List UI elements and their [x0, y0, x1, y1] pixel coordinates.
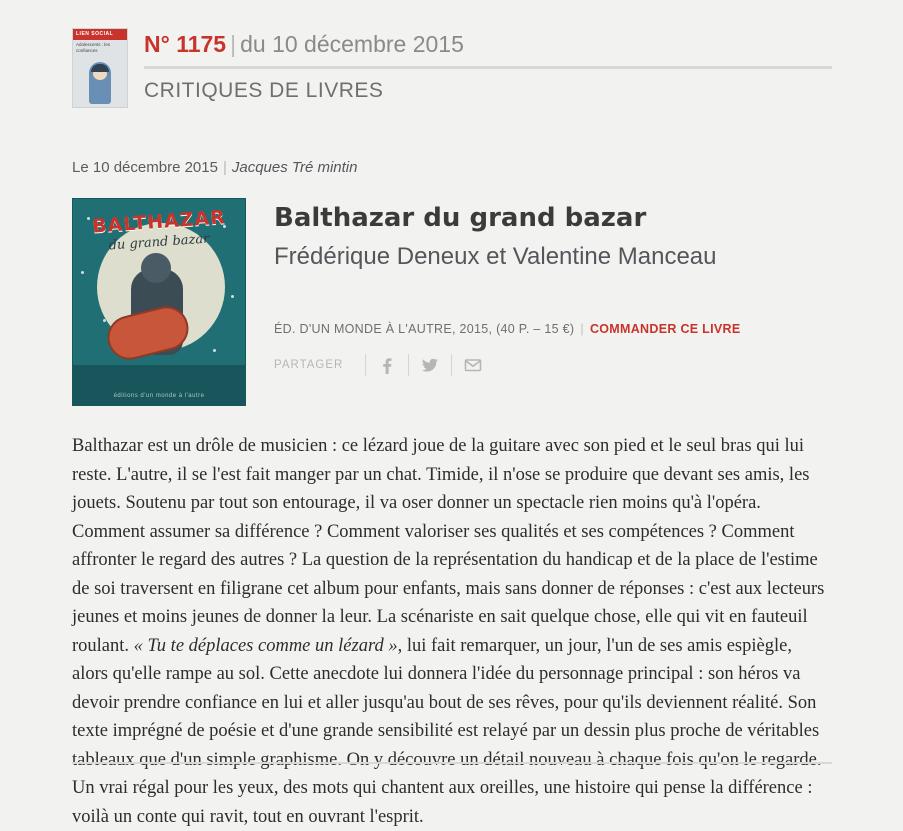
cover-title-text: BALTHAZAR — [91, 206, 227, 238]
article-content — [72, 28, 832, 831]
book-title: Balthazar du grand bazar — [274, 203, 647, 233]
order-book-link[interactable]: COMMANDER CE LIVRE — [589, 322, 741, 336]
book-authors: Frédérique Deneux et Valentine Manceau — [274, 243, 717, 270]
facebook-icon[interactable] — [376, 354, 398, 376]
issue-header — [72, 28, 832, 123]
header-divider — [144, 66, 832, 69]
section-title: CRITIQUES DE LIVRES — [144, 79, 384, 102]
book-meta-separator: | — [580, 322, 584, 336]
review-paragraph-start: Balthazar est un drôle de musicien : ce lézard joue de la guitare avec son pied et le seul bras qui lui reste. L'autre, il se l'est fait manger par un chat. Timide, il n'ose se produire que devant ses amis, les jouets. Soutenu par tout son entourage, il va oser donner un spectacle rien moins qu'à l'opéra. Comment assumer sa différence ? Comment valoriser ses qualités et ses compétences ? Comment affronter le regard des autres ? La question de la représentation du handicap et de la place de l'estime de soi traversent en filigrane cet album pour enfants, mais sans donner de réponses : c'est aux lecteurs jeunes et moins jeunes de donner la leur. La scénariste en sait quelque chose, elle qui vit en fauteuil roulant. — [72, 436, 825, 656]
byline-separator: | — [222, 159, 227, 176]
share-label: PARTAGER — [274, 359, 344, 371]
thumbnail-caption: Adolescents : les confiances — [76, 42, 111, 53]
share-divider-3 — [451, 354, 452, 376]
review-paragraph-end: , lui fait remarquer, un jour, l'un de ses amis espiègle, alors qu'elle rampe au sol. Cette anecdote lui donnera l'idée du personnage principal : son héros va devoir prendre confiance en lui et aller jusqu'au bout de ses rêves, pour qu'ils deviennent réalité. Son texte imprégné de poésie et d'une grande sensibilité est relayé par un dessin plus proche de véritables tableaux que d'un simple graphisme. On y découvre un détail nouveau à chaque fois qu'on le regarde. Un vrai régal pour les yeux, des mots qui chantent aux oreilles, une histoire qui pense la différence : voilà un conte qui ravit, tout en ouvrant l'esprit. — [72, 635, 822, 827]
review-body — [72, 432, 832, 831]
share-row — [274, 354, 832, 376]
article-byline — [72, 159, 832, 176]
cover-credit-text: éditions d'un monde à l'autre — [113, 393, 205, 399]
cover-subtitle-text: du grand bazar — [108, 231, 210, 254]
issue-date: du 10 décembre 2015 — [240, 31, 464, 57]
book-cover-image[interactable] — [72, 198, 246, 406]
share-divider-1 — [365, 354, 366, 376]
issue-cover-thumbnail[interactable] — [72, 28, 128, 108]
thumbnail-masthead: LIEN SOCIAL — [73, 29, 127, 40]
issue-header-text — [144, 28, 832, 103]
email-icon[interactable] — [462, 354, 484, 376]
bottom-divider — [72, 762, 832, 764]
book-publication-info: ÉD. D'UN MONDE À L'AUTRE, 2015, (40 P. – 15 €) — [274, 322, 575, 336]
share-divider-2 — [408, 354, 409, 376]
review-quote: « Tu te déplaces comme un lézard » — [133, 635, 398, 656]
twitter-icon[interactable] — [419, 354, 441, 376]
book-block — [72, 198, 832, 406]
article-date: Le 10 décembre 2015 — [72, 159, 218, 176]
thumbnail-illustration — [89, 62, 111, 104]
issue-separator: | — [230, 31, 237, 57]
article-author[interactable]: Jacques Tré mintin — [231, 159, 358, 176]
cover-ground — [73, 365, 245, 405]
issue-line — [144, 30, 832, 58]
book-info — [274, 198, 832, 376]
issue-number: N° 1175 — [144, 31, 227, 57]
book-meta — [274, 322, 832, 336]
